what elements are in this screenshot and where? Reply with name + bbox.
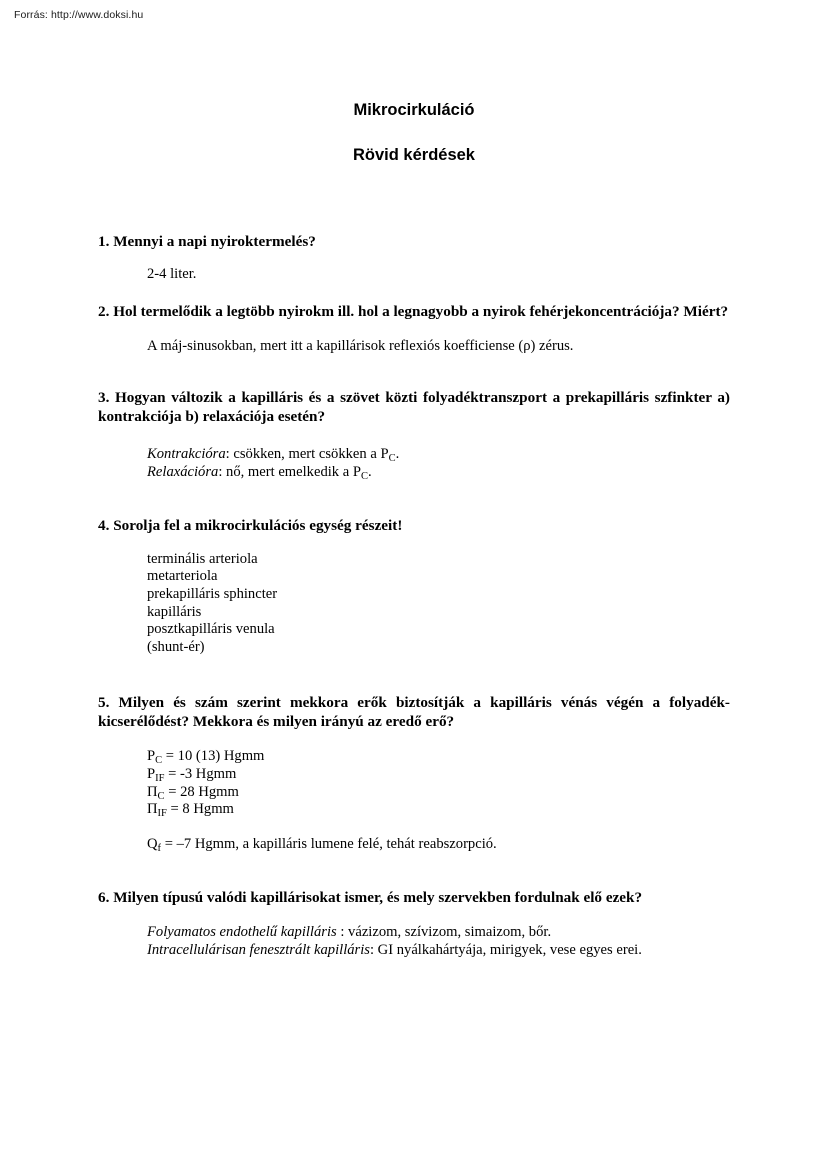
answer-3-tail-2: . xyxy=(368,463,372,480)
page-title: Mikrocirkuláció xyxy=(353,101,475,119)
answer-6-line-2 xyxy=(147,942,730,960)
list-item: prekapilláris sphincter xyxy=(147,586,278,603)
question-3: 3. Hogyan változik a kapilláris és a szövet közti folyadéktranszport a prekapilláris szfinkter a) kontrakciója b) relaxációja esetén? xyxy=(98,389,730,425)
list-item: metarteriola xyxy=(147,568,218,585)
value-subscript: IF xyxy=(157,808,167,820)
answer-3-text-1: : csökken, mert csökken a P xyxy=(225,446,389,463)
source-watermark: Forrás: http://www.doksi.hu xyxy=(14,9,144,21)
value-subscript: C xyxy=(155,755,163,767)
result-symbol: Q xyxy=(147,835,158,852)
value-symbol: Π xyxy=(147,801,158,818)
page-subtitle: Rövid kérdések xyxy=(353,146,475,164)
list-item: posztkapilláris venula xyxy=(147,621,275,638)
answer-3-line-1 xyxy=(147,446,730,464)
value-symbol: P xyxy=(147,766,156,783)
answer-3-sub-1: C xyxy=(388,453,396,465)
document-content xyxy=(98,0,730,959)
value-row xyxy=(147,784,730,802)
answer-2: A máj-sinusokban, mert itt a kapillárisok reflexiós koefficiense (ρ) zérus. xyxy=(147,337,574,354)
value-subscript: IF xyxy=(155,772,165,784)
answer-3 xyxy=(147,446,730,481)
answer-5-values xyxy=(147,748,730,818)
answer-3-line-2 xyxy=(147,464,730,482)
value-symbol: P xyxy=(147,748,156,765)
question-5: 5. Milyen és szám szerint mekkora erők biztosítják a kapilláris vénás végén a folyadék-kicserélődést? Mekkora és milyen irányú az eredő erő? xyxy=(98,694,730,730)
value-row xyxy=(147,748,730,766)
answer-1: 2-4 liter. xyxy=(147,265,197,282)
answer-3-text-2: : nő, mert emelkedik a P xyxy=(218,463,361,480)
value-text: = 8 Hgmm xyxy=(166,801,234,818)
value-symbol: Π xyxy=(147,783,158,800)
list-item: terminális arteriola xyxy=(147,550,258,567)
answer-3-tail-1: . xyxy=(395,446,400,463)
answer-6-label-folyamatos: Folyamatos endothelű kapilláris xyxy=(147,923,337,940)
answer-6-label-intracellularisan: Intracellulárisan fenesztrált kapilláris xyxy=(147,941,370,958)
answer-4 xyxy=(147,551,730,657)
answer-3-label-relaxaciora: Relaxációra xyxy=(147,463,219,480)
question-2: 2. Hol termelődik a legtöbb nyirokm ill. hol a legnagyobb a nyirok fehérjekoncentrációja? Miért? xyxy=(98,303,729,321)
value-text: = 10 (13) Hgmm xyxy=(162,748,265,765)
answer-3-sub-2: C xyxy=(361,470,369,482)
answer-5-result xyxy=(147,836,730,854)
question-1: 1. Mennyi a napi nyiroktermelés? xyxy=(98,233,316,250)
result-subscript: f xyxy=(157,842,162,854)
value-row xyxy=(147,801,730,819)
result-text: = –7 Hgmm, a kapilláris lumene felé, tehát reabszorpció. xyxy=(161,835,497,852)
answer-6-text-1: : vázizom, szívizom, simaizom, bőr. xyxy=(336,923,552,940)
answer-3-label-kontrakciora: Kontrakcióra xyxy=(147,446,226,463)
answer-6-text-2: : GI nyálkahártyája, mirigyek, vese egyes erei. xyxy=(369,941,642,958)
answer-6-line-1 xyxy=(147,924,730,942)
value-subscript: C xyxy=(157,790,165,802)
answer-6 xyxy=(147,924,730,959)
question-4: 4. Sorolja fel a mikrocirkulációs egység részeit! xyxy=(98,517,403,535)
list-item: (shunt-ér) xyxy=(147,638,205,655)
value-text: = -3 Hgmm xyxy=(164,766,237,783)
question-6: 6. Milyen típusú valódi kapillárisokat ismer, és mely szervekben fordulnak elő ezek? xyxy=(98,889,643,907)
value-text: = 28 Hgmm xyxy=(164,783,239,800)
value-row xyxy=(147,766,730,784)
list-item: kapilláris xyxy=(147,603,202,620)
